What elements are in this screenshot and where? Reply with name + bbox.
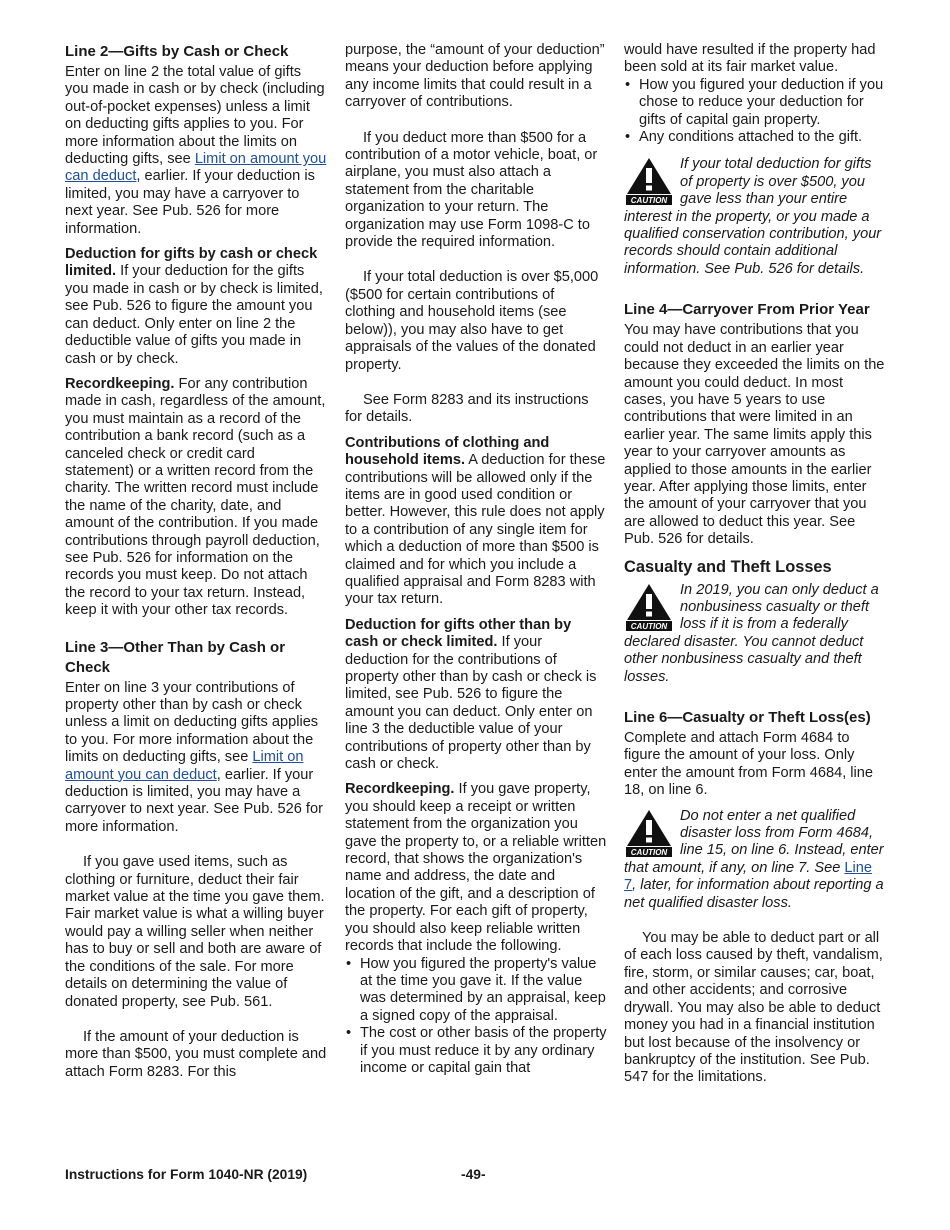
continued-text: would have resulted if the property had been sold at its fair market value. [624,42,876,76]
caution-note [624,808,886,912]
bullet-item: • Any conditions attached to the gift. [624,129,886,146]
clothing-paragraph: Contributions of clothing and household items. A deduction for these contributions will be allowed only if the items are in good used condition or better. However, this rule does not apply to a contribution of any single item for which a deduction of more than $500 is claimed and for which you include a qualified appraisal and Form 8283 with your tax return. [345,434,606,608]
caution-note [624,582,886,686]
caution-icon [624,156,674,206]
column-1 [65,42,327,1089]
other-than-cash-paragraph: Deduction for gifts other than by cash or check limited. If your deduction for the contributions of property other than by cash or check is limited, see Pub. 526 to figure the amount you can deduct. Only enter on line 3 the deductible value of your contributions of property other than by cash or check. [345,616,597,773]
casualty-heading: Casualty and Theft Losses [624,557,832,576]
recordkeeping-property-label: Recordkeeping. [345,781,455,798]
line2-heading: Line 2—Gifts by Cash or Check [65,43,289,60]
caution-text: Do not enter a net qualified disaster loss from Form 4684, line 15, on line 6. Instead, enter that amount, if any, on line 7. See Line 7, later, for information about reporting a net qualified disaster loss. [624,807,884,911]
recordkeeping-label: Recordkeeping. [65,375,175,392]
see-8283-paragraph: See Form 8283 and its instructions for details. [345,391,589,426]
page-number: -49- [461,1167,486,1182]
limit-link[interactable]: Limit on amount you can deduct [65,151,327,185]
line2-paragraph: Enter on line 2 the total value of gifts you made in cash or by check (including out-of-pocket expenses) unless a limit on deducting gifts applies to you. For more information about the limits on deducting gifts, see Limit on amount you can deduct, earlier. If your deduction is limited, you may have a carryover to next year. See Pub. 526 for more information. [65,64,327,237]
caution-icon [624,808,674,858]
line4-paragraph: You may have contributions that you could not deduct in an earlier year because they exceeded the limits on the amount you could deduct. In most cases, you have 5 years to use contributions that were limited in an earlier year. The same limits apply this year to your carryover amounts as applied to those amounts in the earlier year. After applying those limits, enter the amount of your carryover that you are allowed to deduct this year. See Pub. 526 for details. [624,322,885,548]
clothing-label: Contributions of clothing and household items. [345,434,550,469]
line3-heading: Line 3—Other Than by Cash or Check [65,638,286,676]
column-2 [345,42,607,1077]
caution-text: In 2019, you can only deduct a nonbusiness casualty or theft loss if it is from a federally declared disaster. You cannot deduct other nonbusiness casualty and theft losses. [624,581,879,685]
line7-link[interactable]: Line 7 [624,859,872,894]
deduction-cash-label: Deduction for gifts by cash or check limited. [65,246,318,280]
used-items-paragraph: If you gave used items, such as clothing or furniture, deduct their fair market value at the time you gave them. Fair market value is what a willing buyer would pay a willing seller when neither has to buy or sell and both are aware of the conditions of the sale. For more details on determining the value of donated property, see Pub. 561. [65,854,325,1010]
svg-text:CAUTION: CAUTION [630,621,668,631]
limit-link-2[interactable]: Limit on amount you can deduct [65,749,304,783]
recordkeeping-property-paragraph: Recordkeeping. If you gave property, you should keep a receipt or written statement from the organization you gave the property to, or a reliable written record, that shows the organization's name and address, the date and location of the gift, and a description of the property. For each gift of property, you should also keep reliable written records that include the following. [345,781,607,955]
bullet-item: • How you figured the property's value at the time you gave it. If the value was determined by an appraisal, keep a signed copy of the appraisal. [345,956,607,1026]
footer-form-title: Instructions for Form 1040-NR (2019) [65,1167,308,1182]
svg-text:CAUTION: CAUTION [630,196,668,206]
line3-paragraph: Enter on line 3 your contributions of property other than by cash or check unless a limit on deducting gifts applies to you. For more information about the limits on deducting gifts, see Limit on amount you can deduct, earlier. If your deduction is limited, you may have a carryover to next year. See Pub. 526 for more information. [65,679,323,835]
bullet-item: • The cost or other basis of the property if you must reduce it by any ordinary income or capital gain that [345,1025,607,1077]
deduction-cash-paragraph: Deduction for gifts by cash or check limited. If your deduction for the gifts you made in cash or by check is limited, see Pub. 526 to figure the amount you can deduct. Only enter on line 2 the deductible value of gifts you made in cash or by check. [65,246,323,367]
recordkeeping-paragraph: Recordkeeping. For any contribution made in cash, regardless of the amount, you must maintain as a record of the contribution a bank record (such as a canceled check or credit card statement) or a written record from the charity. The written record must include the name of the charity, date, and amount of the contribution. If you made contributions through payroll deduction, see Pub. 526 for information on the records you must keep. Do not attach the record to your tax return. Instead, keep it with your other tax records. [65,375,326,619]
deduct-part-paragraph: You may be able to deduct part or all of each loss caused by theft, vandalism, fire, storm, or similar causes; car, boat, and other accidents; and corrosive drywall. You may also be able to deduct money you had in a financial institution but lost because of the insolvency or bankruptcy of the institution. See Pub. 547 for the limitations. [624,930,883,1086]
over-500-paragraph: If the amount of your deduction is more than $500, you must complete and attach Form 8283. For this [65,1028,327,1080]
column-3 [624,42,886,1095]
purpose-paragraph: purpose, the “amount of your deduction” means your deduction before applying any income limits that could result in a carryover of contributions. [345,42,605,111]
motor-vehicle-paragraph: If you deduct more than $500 for a contribution of a motor vehicle, boat, or airplane, you must also attach a statement from the charitable organization to your return. The organization may use Form 1098-C to provide the required information. [345,129,598,251]
line6-paragraph: Complete and attach Form 4684 to figure the amount of your loss. Only enter the amount from Form 4684, line 18, on line 6. [624,730,874,799]
bullet-item: • How you figured your deduction if you chose to reduce your deduction for gifts of capital gain property. [624,77,886,129]
line6-heading: Line 6—Casualty or Theft Loss(es) [624,709,871,726]
caution-text: If your total deduction for gifts of property is over $500, you gave less than your entire interest in the property, or you made a qualified conservation contribution, your records should contain additional information. See Pub. 526 for details. [624,156,882,277]
caution-icon [624,582,674,632]
other-than-cash-label: Deduction for gifts other than by cash or check limited. [345,616,572,651]
svg-text:CAUTION: CAUTION [630,847,668,857]
line4-heading: Line 4—Carryover From Prior Year [624,301,870,319]
caution-note [624,156,886,278]
over-5000-paragraph: If your total deduction is over $5,000 ($500 for certain contributions of clothing and household items (see below)), you may also have to get appraisals of the values of the donated property. [345,269,599,373]
